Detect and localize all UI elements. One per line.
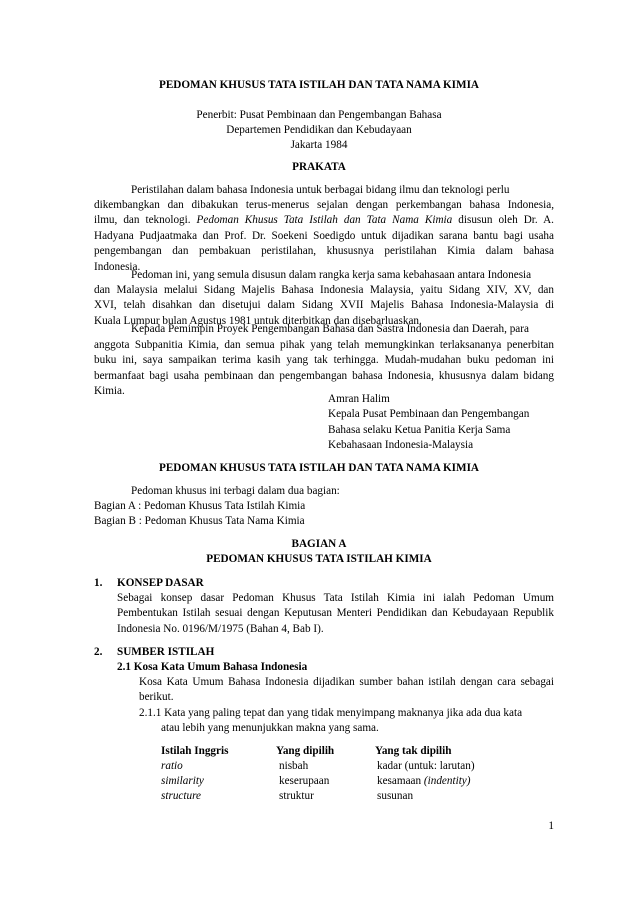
paragraph-line: XVI, telah disahkan dan disetujui dalam Sidang XVII Majelis Bahasa Indonesia-Malaysia di <box>94 299 554 312</box>
paragraph-line: Indonesia No. 0196/M/1975 (Bahan 4, Bab I). <box>117 622 324 635</box>
paragraph-text: disusun oleh Dr. A. <box>452 214 554 227</box>
section-heading: SUMBER ISTILAH <box>117 646 215 658</box>
intro-text: Pedoman khusus ini terbagi dalam dua bagian: <box>131 485 340 497</box>
table-cell-rejected <box>377 759 475 774</box>
rejected-term: kesamaan <box>377 775 424 787</box>
page-number: 1 <box>548 820 554 832</box>
paragraph-line: Sebagai konsep dasar Pedoman Khusus Tata Istilah Kimia ini ialah Pedoman Umum <box>117 592 554 604</box>
paragraph-line: Peristilahan dalam bahasa Indonesia untuk berbagai bidang ilmu dan teknologi perlu <box>131 184 510 196</box>
signature-line: Kepala Pusat Pembinaan dan Pengembangan <box>328 408 530 420</box>
section-heading: KONSEP DASAR <box>117 577 204 589</box>
paragraph-line: dan Malaysia melalui Sidang Majelis Bahasa Indonesia Malaysia, yaitu Sidang XIV, XV, dan <box>94 284 554 296</box>
paragraph-line: Indonesia. <box>94 260 141 273</box>
paragraph-line: Kosa Kata Umum Bahasa Indonesia dijadikan sumber bahan istilah dengan cara sebagai <box>139 676 554 688</box>
table-cell-rejected <box>377 789 413 804</box>
publisher-line: Penerbit: Pusat Pembinaan dan Pengembangan Bahasa <box>196 109 442 121</box>
paragraph-line <box>94 213 554 228</box>
part-item: Bagian B : Pedoman Khusus Tata Nama Kimia <box>94 515 305 527</box>
table-cell-english: ratio <box>161 760 183 772</box>
paragraph-line: buku ini, saya sampaikan terima kasih yang tak terhingga. Mudah-mudahan buku pedoman ini <box>94 354 554 367</box>
table-cell-chosen: keserupaan <box>279 775 330 787</box>
section-title: PEDOMAN KHUSUS TATA ISTILAH DAN TATA NAMA KIMIA <box>158 462 479 474</box>
signature-line: Kebahasaan Indonesia-Malaysia <box>328 439 474 451</box>
document-title: PEDOMAN KHUSUS TATA ISTILAH DAN TATA NAMA KIMIA <box>158 79 479 91</box>
subsection-heading: 2.1 Kosa Kata Umum Bahasa Indonesia <box>117 661 308 673</box>
paragraph <box>94 338 554 400</box>
paragraph-line: dikembangkan dan dibakukan terus-menerus sejalan dengan perkembangan bahasa Indonesia, <box>94 199 554 211</box>
table-cell-english: structure <box>161 790 201 802</box>
paragraph-line: anggota Subpanitia Kimia, dan semua pihak yang telah memungkinkan terlaksananya penerbitan <box>94 339 554 351</box>
paragraph-line: Kuala Lumpur bulan Agustus 1981 untuk diterbitkan dan disebarluaskan. <box>94 314 422 327</box>
table-cell-chosen: struktur <box>279 790 314 802</box>
table-header: Istilah Inggris <box>161 745 229 757</box>
paragraph-line: Kepada Pemimpin Proyek Pengembangan Bahasa dan Sastra Indonesia dan Daerah, para <box>131 323 529 335</box>
part-title: PEDOMAN KHUSUS TATA ISTILAH KIMIA <box>206 553 432 565</box>
rejected-term: kadar (untuk: larutan) <box>377 760 475 772</box>
table-cell-rejected <box>377 774 471 789</box>
rejected-note: (indentity) <box>423 775 471 787</box>
paragraph-line: Kimia. <box>94 385 125 398</box>
paragraph <box>94 198 554 275</box>
rejected-term: susunan <box>377 790 414 802</box>
table-header: Yang dipilih <box>276 745 335 757</box>
paragraph-line: pengembangan dan pembakuan peristilahan, khususnya peristilahan Kimia dalam bahasa <box>94 245 554 258</box>
subsubsection-line: 2.1.1 Kata yang paling tepat dan yang tidak menyimpang maknanya jika ada dua kata <box>139 707 523 719</box>
publisher-line: Departemen Pendidikan dan Kebudayaan <box>226 124 412 136</box>
section-number: 1. <box>94 577 103 589</box>
paragraph-line: Hadyana Pudjaatmaka dan Prof. Dr. Soekeni Soedigdo untuk dijadikan sarana bantu bagi usaha <box>94 229 554 242</box>
section-number: 2. <box>94 646 103 658</box>
part-item: Bagian A : Pedoman Khusus Tata Istilah Kimia <box>94 500 306 512</box>
signature-line: Bahasa selaku Ketua Panitia Kerja Sama <box>328 424 511 436</box>
table-cell-chosen: nisbah <box>279 760 309 772</box>
table-header: Yang tak dipilih <box>375 745 452 757</box>
paragraph-line: Pedoman ini, yang semula disusun dalam rangka kerja sama kebahasaan antara Indonesia <box>131 269 532 281</box>
paragraph-line: berikut. <box>139 691 174 704</box>
subsubsection-line: atau lebih yang menunjukkan makna yang sama. <box>161 722 379 734</box>
prakata-heading: PRAKATA <box>292 161 346 173</box>
section-body <box>117 591 554 637</box>
book-title: Pedoman Khusus Tata Istilah dan Tata Nama Kimia <box>196 214 453 227</box>
part-heading: BAGIAN A <box>291 538 347 550</box>
paragraph-text: ilmu, dan teknologi. <box>94 214 197 227</box>
subsection-body <box>139 675 554 706</box>
paragraph-line: Pembentukan Istilah sesuai dengan Keputusan Menteri Pendidikan dan Kebudayaan Republik <box>117 607 554 620</box>
publisher-line: Jakarta 1984 <box>290 139 348 151</box>
paragraph-line: bermanfaat bagi usaha pembinaan dan pengembangan bahasa Indonesia, khususnya dalam bidang <box>94 369 554 382</box>
table-cell-english: similarity <box>161 775 204 787</box>
signature-name: Amran Halim <box>328 393 390 405</box>
